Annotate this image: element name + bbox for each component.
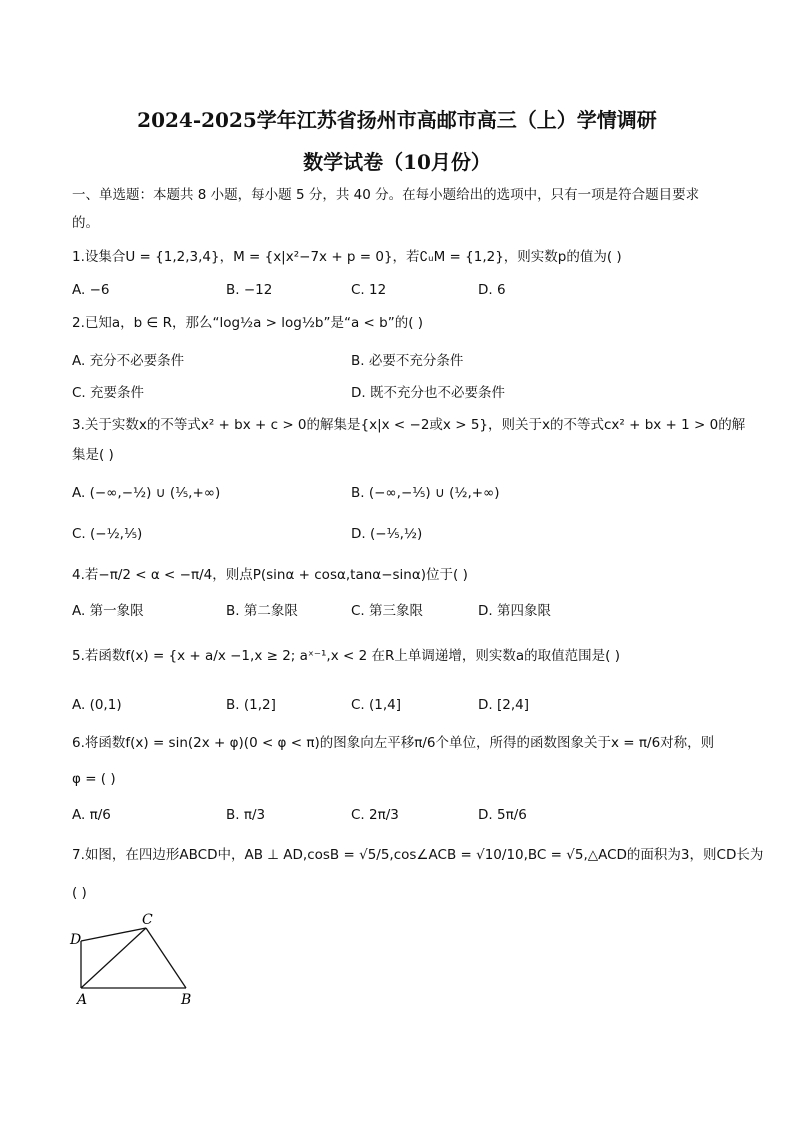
segment-ac — [81, 928, 146, 988]
q6-option-c: C. 2π/3 — [351, 807, 399, 823]
question-6-stem-line1: 6.将函数f(x) = sin(2x + φ)(0 < φ < π)的图象向左平移π/6个单位，所得的函数图象关于x = π/6对称，则 — [72, 735, 715, 751]
question-3-stem-line2: 集是( ) — [72, 447, 114, 463]
vertex-label-b: B — [181, 992, 192, 1008]
q5-option-c: C. (1,4] — [351, 697, 402, 713]
q2-option-a: A. 充分不必要条件 — [72, 353, 185, 369]
q2-option-d: D. 既不充分也不必要条件 — [351, 385, 505, 401]
vertex-label-c: C — [142, 912, 153, 928]
q5-option-a: A. (0,1) — [72, 697, 122, 713]
segment-dc — [81, 928, 146, 941]
exam-title: 2024-2025学年江苏省扬州市高邮市高三（上）学情调研 — [137, 108, 657, 132]
q3-option-c: C. (−½,⅕) — [72, 526, 143, 542]
q6-option-d: D. 5π/6 — [478, 807, 527, 823]
q5-option-d: D. [2,4] — [478, 697, 529, 713]
vertex-label-a: A — [77, 992, 88, 1008]
q4-option-c: C. 第三象限 — [351, 603, 424, 619]
q2-option-b: B. 必要不充分条件 — [351, 353, 464, 369]
vertex-label-d: D — [70, 932, 82, 948]
question-3-stem-line1: 3.关于实数x的不等式x² + bx + c > 0的解集是{x|x < −2或x > 5}，则关于x的不等式cx² + bx + 1 > 0的解 — [72, 417, 746, 433]
question-1-stem: 1.设集合U = {1,2,3,4}，M = {x|x²−7x + p = 0}，若∁ᵤM = {1,2}，则实数p的值为( ) — [72, 249, 622, 265]
question-7-stem-line1: 7.如图，在四边形ABCD中，AB ⊥ AD,cosB = √5/5,cos∠ACB = √10/10,BC = √5,△ACD的面积为3，则CD长为 — [72, 847, 764, 863]
q3-option-a: A. (−∞,−½) ∪ (⅕,+∞) — [72, 485, 221, 501]
q1-option-b: B. −12 — [226, 282, 273, 298]
q6-option-a: A. π/6 — [72, 807, 111, 823]
q3-option-d: D. (−⅕,½) — [351, 526, 423, 542]
q4-option-a: A. 第一象限 — [72, 603, 144, 619]
quadrilateral-figure — [66, 910, 206, 1010]
q6-option-b: B. π/3 — [226, 807, 266, 823]
question-5-stem: 5.若函数f(x) = {x + a/x −1,x ≥ 2; aˣ⁻¹,x < 2 在R上单调递增，则实数a的取值范围是( ) — [72, 648, 620, 664]
q1-option-a: A. −6 — [72, 282, 110, 298]
segment-cb — [146, 928, 186, 988]
question-2-stem: 2.已知a，b ∈ R，那么“log½a > log½b”是“a < b”的( ) — [72, 315, 424, 331]
q2-option-c: C. 充要条件 — [72, 385, 145, 401]
q5-option-b: B. (1,2] — [226, 697, 276, 713]
q3-option-b: B. (−∞,−⅕) ∪ (½,+∞) — [351, 485, 500, 501]
q4-option-d: D. 第四象限 — [478, 603, 551, 619]
section-heading-line1: 一、单选题：本题共 8 小题，每小题 5 分，共 40 分。在每小题给出的选项中，只有一项是符合题目要求 — [72, 187, 700, 203]
question-4-stem: 4.若−π/2 < α < −π/4，则点P(sinα + cosα,tanα−sinα)位于( ) — [72, 567, 468, 583]
q1-option-c: C. 12 — [351, 282, 387, 298]
section-heading-line2: 的。 — [72, 215, 99, 231]
question-7-stem-line2: ( ) — [72, 885, 87, 901]
exam-subtitle: 数学试卷（10月份） — [303, 150, 491, 174]
q1-option-d: D. 6 — [478, 282, 506, 298]
q4-option-b: B. 第二象限 — [226, 603, 298, 619]
question-6-stem-line2: φ = ( ) — [72, 771, 116, 787]
